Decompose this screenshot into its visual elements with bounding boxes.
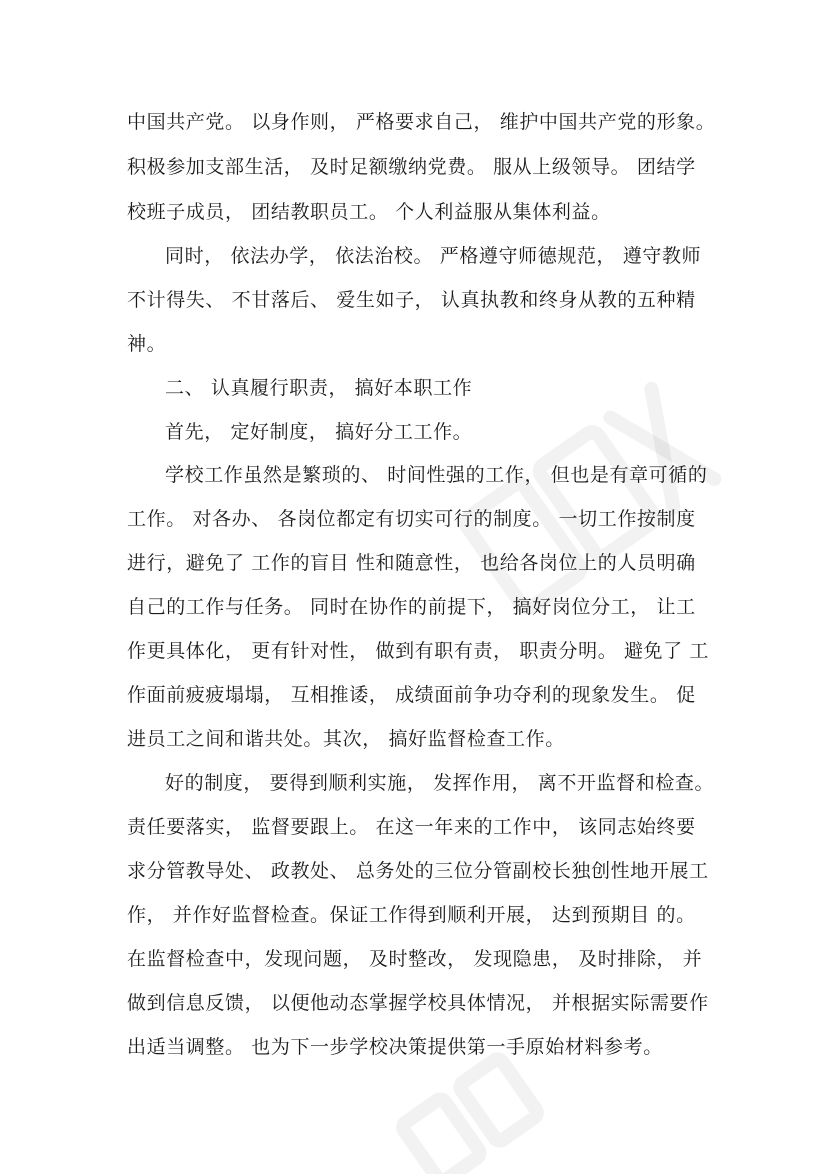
text-line: 求分管教导处、 政教处、 总务处的三位分管副校长独创性地开展工 xyxy=(127,860,709,882)
text-line: 做到信息反馈， 以便他动态掌握学校具体情况， 并根据实际需要作 xyxy=(127,992,709,1014)
paragraph-start-line: 同时， 依法办学， 依法治校。 严格遵守师德规范， 遵守教师 xyxy=(165,245,702,267)
text-line: 进员工之间和谐共处。其次， 搞好监督检查工作。 xyxy=(127,728,565,750)
paragraph-start-line: 好的制度， 要得到顺利实施， 发挥作用， 离不开监督和检查。 xyxy=(165,772,715,794)
text-line: 作面前疲疲塌塌， 互相推诿， 成绩面前争功夺利的现象发生。 促 xyxy=(127,684,696,706)
text-line: 责任要落实， 监督要跟上。 在这一年来的工作中， 该同志始终要 xyxy=(127,816,696,838)
paragraph-start-line: 学校工作虽然是繁琐的、 时间性强的工作， 但也是有章可循的 xyxy=(165,464,708,486)
section-heading: 二、 认真履行职责， 搞好本职工作 xyxy=(165,377,473,399)
text-line: 进行，避免了 工作的盲目 性和随意性， 也给各岗位上的人员明确 xyxy=(127,552,696,574)
text-line: 在监督检查中，发现问题， 及时整改， 发现隐患， 及时排除， 并 xyxy=(127,948,703,970)
text-line: 不计得失、 不甘落后、 爱生如子， 认真执教和终身从教的五种精 xyxy=(127,289,696,311)
text-line: 积极参加支部生活， 及时足额缴纳党费。 服从上级领导。 团结学 xyxy=(127,156,696,178)
text-line: 自己的工作与任务。 同时在协作的前提下， 搞好岗位分工， 让工 xyxy=(127,596,696,618)
text-line: 作， 并作好监督检查。保证工作得到顺利开展， 达到预期目 的。 xyxy=(127,904,696,926)
text-line: 神。 xyxy=(127,333,167,355)
paragraph-start-line: 首先， 定好制度， 搞好分工工作。 xyxy=(165,421,473,443)
text-line: 中国共产党。 以身作则， 严格要求自己， 维护中国共产党的形象。 xyxy=(127,111,716,133)
text-line: 作更具体化， 更有针对性， 做到有职有责， 职责分明。 避免了 工 xyxy=(127,640,709,662)
text-line: 出适当调整。 也为下一步学校决策提供第一手原始材料参考。 xyxy=(127,1036,663,1058)
text-line: 校班子成员， 团结教职员工。 个人利益服从集体利益。 xyxy=(127,201,611,223)
text-line: 工作。 对各办、 各岗位都定有切实可行的制度。 一切工作按制度 xyxy=(127,508,696,530)
